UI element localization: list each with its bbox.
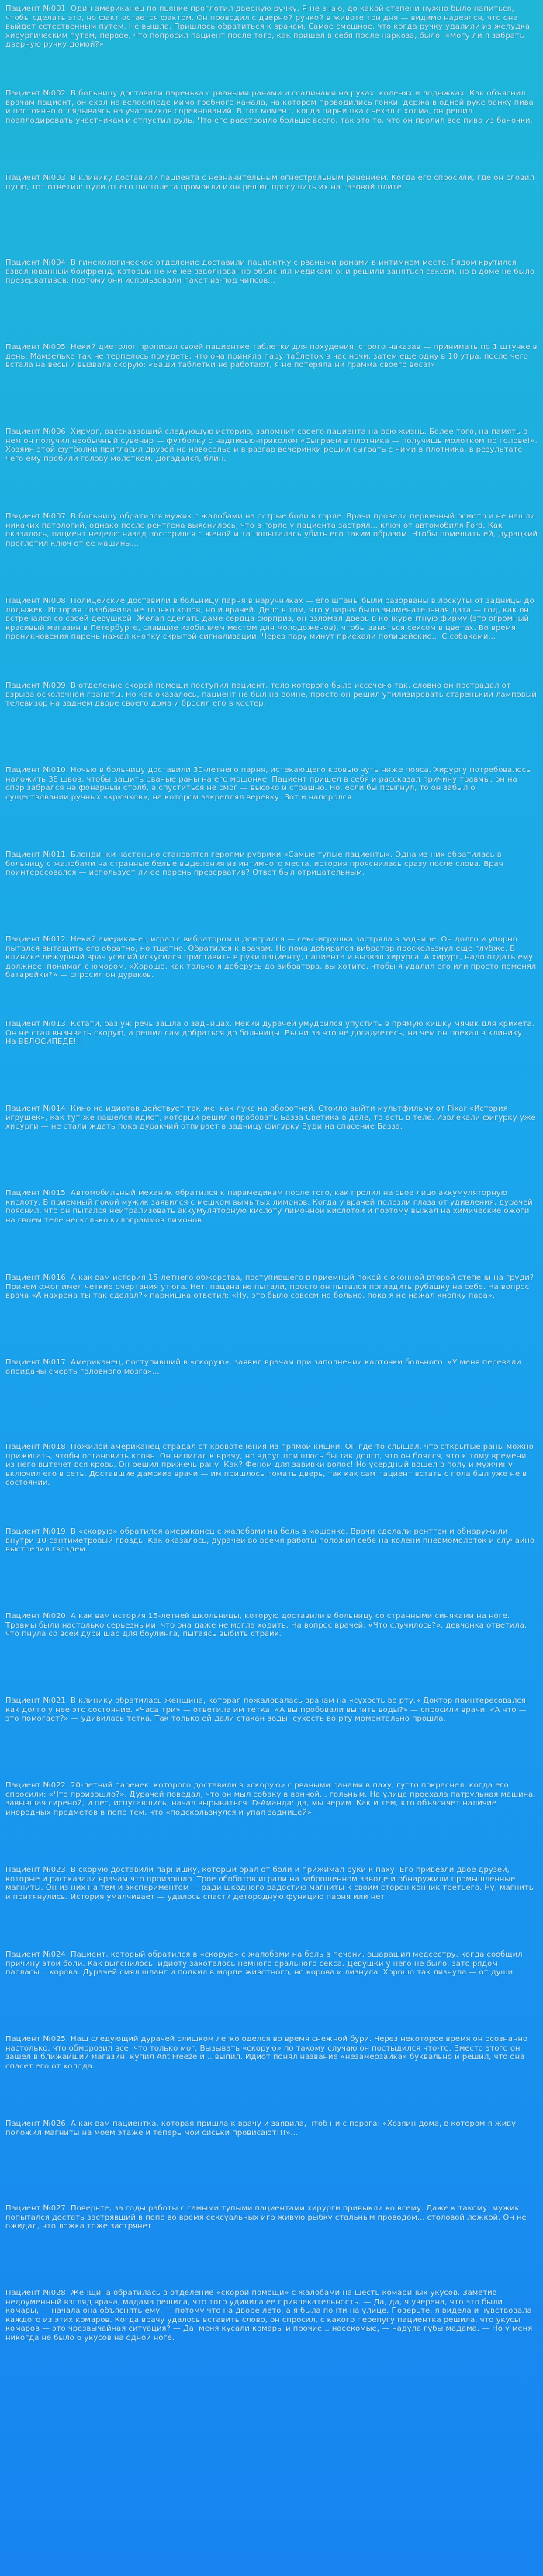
patient-story-023: Пациент №023. В скорую доставили парнишку, который орал от боли и прижимал руки к паху. Его привезли двое друзей, которые и рассказали врачам что произошло. Трое обоботов играли на заброшенном заводе и обнаружили промышленные магниты. Он из них на тем и экспериментом — ради шкодного радостию магниты к своим сторон кончик третьего. Ну, магниты и притянулись. История умалчивает — удалось спасти детородную функцию парня или нет. <box>5 1866 535 1902</box>
patient-story-004: Пациент №004. В гинекологическое отделение доставили пациентку с рваными ранами в интимном месте. Рядом крутился взволнованный бойфренд, который не менее взволнованно объяснял медикам: они решили заняться сексом, но в доме не было презервативов, поэтому они использовали пакет из-под чипсов... <box>5 258 534 286</box>
patient-story-006: Пациент №006. Хирург, рассказавший следующую историю, запомнит своего пациента на всю жизнь. Более того, на память о нем он получил необычный сувенир — футболку с надписью-приколом «Сыграем в плотника — получишь молотком по голове!». Хозяин этой футболки пригласил друзей на новоселье и в разгар вечеринки решил сыграть с ними в плотника, в результате чего ему пробили голову молотком. Догадался, блин. <box>5 428 538 463</box>
patient-story-005: Пациент №005. Некий диетолог прописал своей пациентке таблетки для похудения, строго наказав — принимать по 1 штучке в день. Мамзельке так не терпелось похудеть, что она приняла пару таблеток в час ночи, затем еще одну в 10 утра, после чего встала на весы и вызвала скорую: «Ваши таблетки не работают, я не потеряла ни грамма своего веса!» <box>5 343 538 370</box>
patient-story-014: Пациент №014. Кино не идиотов действует так же, как лука на оборотней. Стоило выйти мультфильму от Pixar «История игрушек», как тут же нашелся идиот, который решил опробовать Базза Светика в деле, то есть в теле. Извлекали фигурку уже хирурги — не стали ждать пока дуракчий отпирает в задницу фигурку Вуди на спасение Базза. <box>5 1104 536 1132</box>
patient-story-007: Пациент №007. В больницу обратился мужик с жалобами на острые боли в горле. Врачи провели первичный осмотр и не нашли никаких патологий, однако после рентгена выяснилось, что в горле у пациента застрял... ключ от автомобиля Ford. Как оказалось, пациент неделю назад поссорился с женой и та попыталась убить его таким образом. Чтобы помешать ей, дурацкий проглотил ключ от ее машины... <box>5 512 538 548</box>
patient-story-019: Пациент №019. В «скорую» обратился американец с жалобами на боль в мошонке. Врачи сделали рентген и обнаружили внутри 10-сантиметровый гвоздь. Как оказалось, дурачей во время работы положил себе на колени пневмомолоток и случайно выстрелил гвоздем. <box>5 1527 534 1555</box>
patient-story-015: Пациент №015. Автомобильный механик обратился к парамедикам после того, как пролил на свое лицо аккумуляторную кислоту. В приемный покой мужик заявился с мешком вымытых лимонов. Когда у врачей полезли глаза от удивления, дурачей пояснил, что он пытался нейтрализовать аккумуляторную кислоту лимонной кислотой и поэтому выжал на химические ожоги на своем теле несколько килограммов лимонов. <box>5 1189 533 1225</box>
patient-story-024: Пациент №024. Пациент, который обратился в «скорую» с жалобами на боль в печени, ошарашил медсестру, когда сообщил причину этой боли. Как выяснилось, идиоту захотелось немного орального секса. Девушки у него не было, зато рядом пасласы... корова. Дурачей смял шланг и подкил в морде животного, но корова и лизнула. Хорошо так лизнула — от души. <box>5 1950 523 1978</box>
patient-story-027: Пациент №027. Поверьте, за годы работы с самыми тупыми пациентами хирурги привыкли ко всему. Даже к такому: мужик попытался достать застрявший в попе во время сексуальных игр живую рыбку стальным проводом... столовой ложкой. Он не ожидал, что ложка тоже застрянет. <box>5 2204 527 2231</box>
patient-story-012: Пациент №012. Некий американец играл с вибратором и доигрался — секс-игрушка застряла в заднице. Он долго и упорно пытался вытащить его обратно, но тщетно. Обратился к врачам. Но пока добирался вибратор проскользнул еще глубже. В клинике дежурный врач усилий искусился приставить в руки пациенту, пациента и вызвал хирурга. А хирург, надо отдать ему должное, понимал с юмором. «Хорошо, как только я доберусь до вибратора, вы хотите, чтобы я удалил его или просто поменял батарейки?» — спросил он дураков. <box>5 935 537 980</box>
patient-story-020: Пациент №020. А как вам история 15-летней школьницы, которую доставили в больницу со странными синяками на ноге. Травмы были настолько серьезными, что она даже не могла ходить. На вопрос врачей: «Что случилось?», девчонка ответила, что пнула со всей дури шар для боулинга, пытаясь выбить страйк. <box>5 1612 527 1639</box>
patient-story-010: Пациент №010. Ночью в больницу доставили 30-летнего парня, истекающего кровью чуть ниже пояса. Хирургу потребовалось наложить 38 швов, чтобы зашить рваные раны на его мошонке. Пациент пришел в себя и рассказал причину травмы: он на спор забрался на фонарный столб, а спуститься не смог — высоко и страшно. Но, если бы прыгнул, то он забыл о существовании ручных «крючков», на котором закреплял веревку. Вот и напоролся. <box>5 766 531 802</box>
patient-story-018: Пациент №018. Пожилой американец страдал от кровотечения из прямой кишки. Он где-то слышал, что открытые раны можно прижигать, чтобы остановить кровь. Он написал к врачу, но вдруг пришлось бы так долго, что он боялся, что к тому времени из него вытечет вся кровь. Он решил прижечь рану. Как? Феном для завивки волос! Но усердный вошел в полу и мужчину включил его в сеть. Доставшие дамские врачи — им пришлось помать дверь, так как сам пациент встать с пола был уже не в состоянии. <box>5 1443 534 1488</box>
patient-story-016: Пациент №016. А как вам история 15-летнего обжорства, поступившего в приемный покой с оконной второй степени на груди? Причем ожог имел четкие очертания утюга. Нет, пацана не пытали, просто он пытался погладить рубашку на себе. На вопрос врача «А нахрена ты так сделал?» парнишка ответил: «Ну, это было совсем не больно, пока я не нажал кнопку пара». <box>5 1274 534 1301</box>
patient-story-026: Пациент №026. А как вам пациентка, которая пришла к врачу и заявила, чтоб ни с порога: «Хозяин дома, в котором я живу, положил магниты на моем этаже и теперь мои сиськи провисают!!!»... <box>5 2120 519 2137</box>
patient-story-013: Пациент №013. Кстати, раз уж речь зашла о задницах. Некий дурачей умудрился упустить в прямую кишку мячик для крикета. Он не стал вызывать скорую, а решил сам добраться до больницы. Вы ни за что не догадаетесь, на чем он поехал в клинику.... На ВЕЛОСИПЕДЕ!!! <box>5 1020 534 1047</box>
patient-story-028: Пациент №028. Женщина обратилась в отделение «скорой помощи» с жалобами на шесть комариных укусов. Заметив недоуменный взгляд врача, мадама решила, что того удивила ее привлекательность. — Да, да, я уверена, что это были комары, — начала она объяснять ему, — потому что на дворе лето, а я была почти на улице. Поверьте, я видела и чувствовала каждого из этих комаров. Когда врачу удалось вставить слово, он спросил, с какого перепугу пациентка решила, что укусы комаров — это чрезвычайная ситуация? — Да, меня кусали комары и прочие... насекомые, — надула губы мадама. — Но у меня никогда не было 6 укусов на одной ноге. <box>5 2289 533 2342</box>
patient-story-002: Пациент №002. В больницу доставили паренька с рваными ранами и ссадинами на руках, коленях и лодыжках. Как объяснил врачам пациент, он ехал на велосипеде мимо гребного канала, на котором проводились гонки, держа в одной руке банку пива и постоянно оглядываясь на участников соревнований. В тот момент, когда парнишка съехал с холма, он решил поаплодировать участникам и отпустил руль. Что его расстроило больше всего, так это то, что он пролил все пиво из баночки. <box>5 89 534 125</box>
patient-story-001: Пациент №001. Один американец по пьянке проглотил дверную ручку. Я не знаю, до какой степени нужно было напиться, чтобы сделать это, но факт остается фактом. Он проводил с дверной ручкой в животе три дня — видимо надеялся, что она выйдет естественным путем. Не вышла. Пришлось обратиться к врачам. Самое смешное, что когда ручку удалили из желудка хирургическим путем, первое, что попросил пациент после того, как пришел в себя после наркоза, было: «Могу ли я забрать дверную ручку домой?». <box>5 5 531 50</box>
patient-story-017: Пациент №017. Американец, поступивший в «скорую», заявил врачам при заполнении карточки больного: «У меня перевали опоиданы смерть головного мозга»... <box>5 1358 521 1376</box>
patient-story-009: Пациент №009. В отделение скорой помощи поступил пациент, тело которого было иссечено так, словно он пострадал от взрыва осколочной гранаты. Но как оказалось, пациент не был на войне, просто он решил утилизировать старенький ламповый телевизор на заднем дворе своего дома и бросил его в костер. <box>5 681 537 709</box>
patient-story-021: Пациент №021. В клинику обратилась женщина, которая пожаловалась врачам на «сухость во рту.» Доктор поинтересовался: как долго у нее это состояние. «Часа три» — ответила им тетка. «А вы пробовали выпить воды?» — спросили врачи. «А что — это помогает?» — удивилась тетка. Так только ей дали стакан воды, сухость во рту моментально прошла. <box>5 1697 529 1724</box>
patient-story-011: Пациент №011. Блондинки частенько становятся героями рубрики «Самые тупые пациенты». Одна из них обратилась в больницу с жалобами на странные белые выделения из интимного места, история прояснилась сразу после слова. Врач поинтересовался — использует ли ее парень презерватив? Ответ был отрицательным. <box>5 851 503 878</box>
patient-story-008: Пациент №008. Полицейские доставили в больницу парня в наручниках — его штаны были разорваны в лоскуты от задницы до лодыжек. История позабавила не только копов, но и врачей. Дело в том, что у парня была знаменательная дата — год, как он встречался со своей девушкой. Желая сделать даме сердца сюрприз, он взломал дверь в конкурентную фирму (это огромный красивый магазин в Петербурге, славшие изобилием местом для молодоженов), чтобы заняться сексом в цветах. Во время проникновения парень нажал кнопку скрытой сигнализации. Через пару минут приехали полицейские... С собаками... <box>5 597 534 642</box>
patient-story-022: Пациент №022. 20-летний паренек, которого доставили в «скорую» с рваными ранами в паху, густо покраснел, когда его спросили: «Что произошло?». Дурачей поведал, что он мыл собаку в ванной... гольным. На улице проехала патрульная машина, завывшая сиреной, и пес, испугавшись, начал вырываться. D-Аманда: да, мы верим. Как и тем, кто объясняет наличие инородных предметов в попе тем, что «подскользнулся и упал задницей». <box>5 1781 536 1817</box>
patient-story-003: Пациент №003. В клинику доставили пациента с незначительным огнестрельным ранением. Когда его спросили, где он словил пулю, тот ответил: пули от его пистолета промокли и он решил просушить их на газовой плите... <box>5 174 534 192</box>
patient-story-025: Пациент №025. Наш следующий дурачей слишком легко оделся во время снежной бури. Через некоторое время он осознанно настолько, что обморозил все, что только мог. Вызывать «скорую» по такому случаю он постыдился что-то. Вместо этого он зашел в ближайший магазин, купил AntiFreeze и... выпил. Идиот понял название «незамерзайка» буквально и решил, что она спасет его от холода. <box>5 2035 528 2071</box>
